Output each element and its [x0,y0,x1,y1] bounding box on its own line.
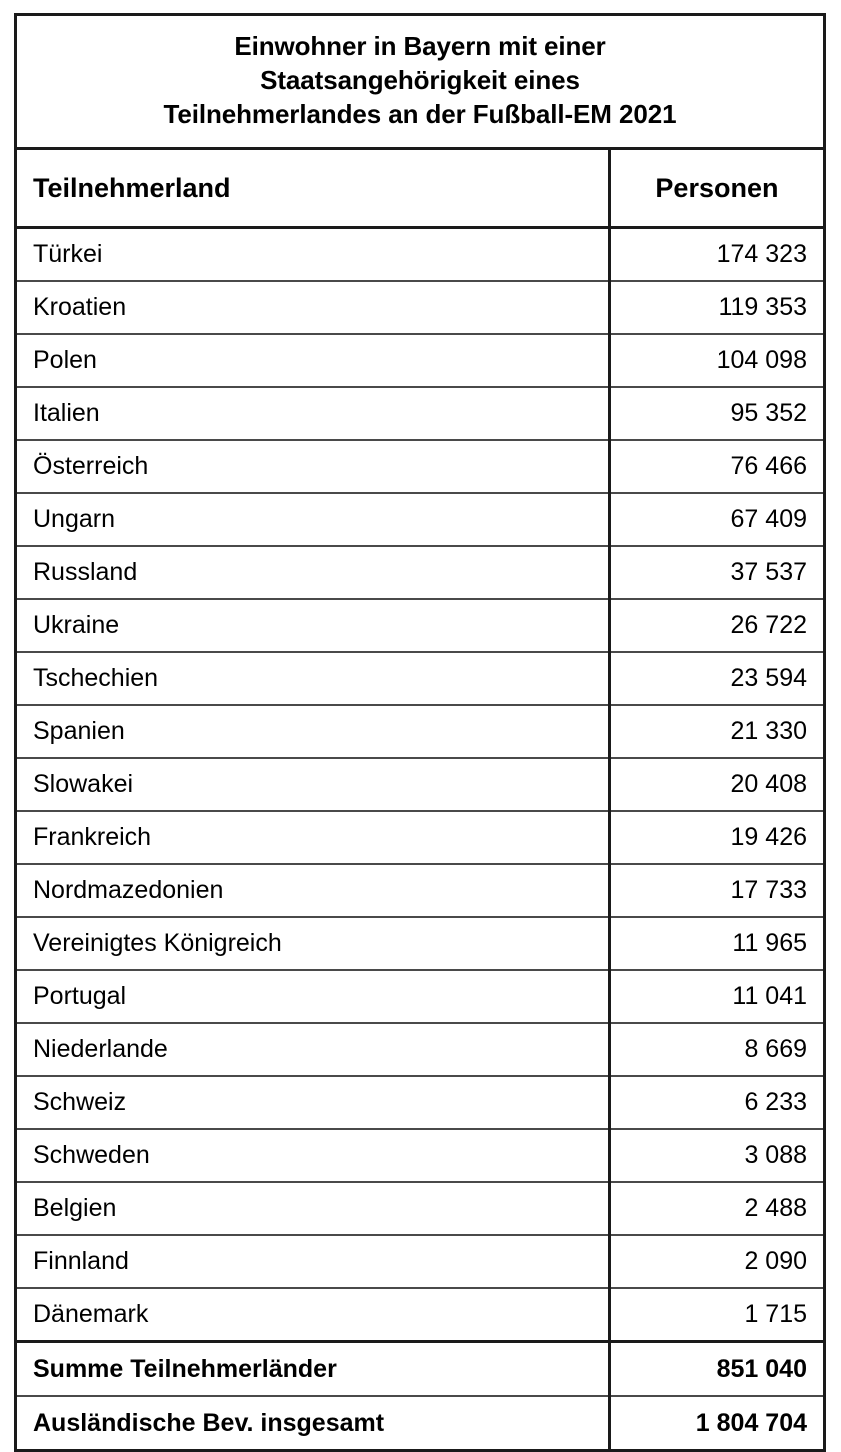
cell-value: 17 733 [609,864,823,917]
cell-summary-label: Summe Teilnehmerländer [17,1342,609,1397]
cell-country: Ukraine [17,599,609,652]
table-row [17,705,823,758]
cell-value: 2 090 [609,1235,823,1288]
cell-country: Portugal [17,970,609,1023]
table-row [17,387,823,440]
cell-country: Polen [17,334,609,387]
cell-value: 104 098 [609,334,823,387]
cell-country: Österreich [17,440,609,493]
cell-value: 2 488 [609,1182,823,1235]
cell-country: Kroatien [17,281,609,334]
table-body [17,228,823,1450]
column-header-country: Teilnehmerland [17,150,609,228]
table-row-summary-total [17,1342,823,1397]
cell-value: 19 426 [609,811,823,864]
cell-value: 20 408 [609,758,823,811]
cell-value: 1 715 [609,1288,823,1342]
cell-value: 119 353 [609,281,823,334]
cell-country: Vereinigtes Königreich [17,917,609,970]
table-row [17,546,823,599]
table-row [17,334,823,387]
title-line-3: Teilnehmerlandes an der Fußball-EM 2021 [163,98,677,129]
table-row [17,758,823,811]
table-row [17,1129,823,1182]
cell-value: 21 330 [609,705,823,758]
column-header-persons: Personen [609,150,823,228]
cell-value: 6 233 [609,1076,823,1129]
cell-country: Frankreich [17,811,609,864]
cell-value: 95 352 [609,387,823,440]
table-row [17,1182,823,1235]
table-row [17,1076,823,1129]
cell-country: Niederlande [17,1023,609,1076]
cell-value: 8 669 [609,1023,823,1076]
cell-country: Slowakei [17,758,609,811]
population-table [17,150,823,1449]
table-row [17,652,823,705]
table-row [17,599,823,652]
table-row [17,493,823,546]
cell-summary-value: 1 804 704 [695,1408,807,1437]
cell-country: Russland [17,546,609,599]
table-row [17,1288,823,1342]
cell-country: Nordmazedonien [17,864,609,917]
cell-summary-value: 851 040 [609,1342,823,1397]
cell-value: 37 537 [609,546,823,599]
table-row [17,864,823,917]
cell-value: 67 409 [609,493,823,546]
table-row [17,811,823,864]
cell-value: 11 041 [609,970,823,1023]
cell-country: Belgien [17,1182,609,1235]
title-line-1: Einwohner in Bayern mit einer [234,31,606,61]
table-card [14,13,826,1452]
page-title [17,16,823,150]
cell-country: Tschechien [17,652,609,705]
table-row [17,917,823,970]
cell-country: Schweiz [17,1076,609,1129]
table-row [17,440,823,493]
cell-country: Türkei [17,228,609,282]
cell-country: Spanien [17,705,609,758]
cell-country: Dänemark [17,1288,609,1342]
table-row [17,970,823,1023]
cell-value: 174 323 [609,228,823,282]
cell-country: Ungarn [17,493,609,546]
cell-country: Finnland [17,1235,609,1288]
table-header-row [17,150,823,228]
table-row [17,228,823,282]
cell-country: Italien [17,387,609,440]
cell-value: 23 594 [609,652,823,705]
table-row [17,281,823,334]
cell-value: 26 722 [609,599,823,652]
cell-value: 76 466 [609,440,823,493]
table-row [17,1023,823,1076]
cell-country: Schweden [17,1129,609,1182]
title-line-2: Staatsangehörigkeit eines [260,64,580,95]
table-header [17,150,823,228]
cell-summary-label: Ausländische Bev. insgesamt [17,1396,609,1449]
table-row-summary-grand-total [17,1396,823,1449]
cell-value: 11 965 [609,917,823,970]
table-row [17,1235,823,1288]
cell-value: 3 088 [609,1129,823,1182]
